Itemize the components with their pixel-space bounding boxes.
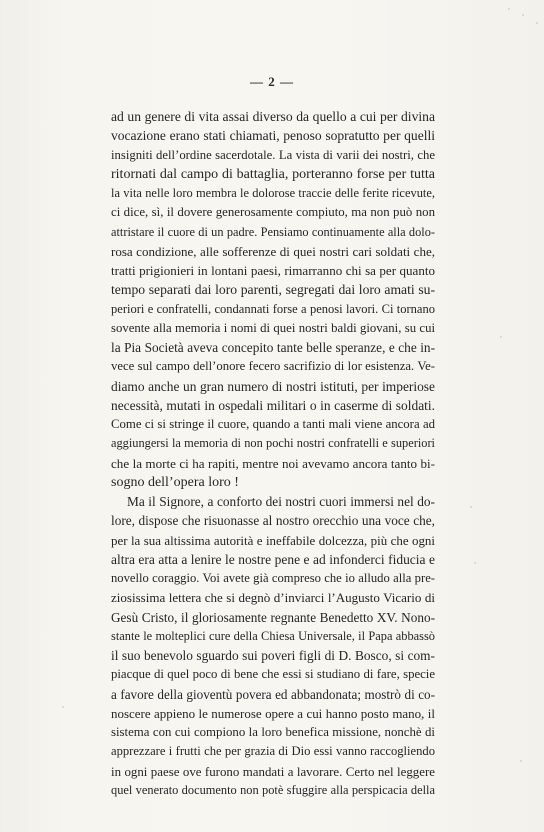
- text-line: novello coraggio. Voi avete già compreso che io alludo alla pre-: [111, 571, 435, 585]
- text-line: tempo separati dai loro parenti, segregati dai loro amati su-: [111, 282, 435, 298]
- text-line: noscere appieno le numerose opere a cui hanno posto mano, il: [111, 705, 435, 721]
- text-line: aggiungersi la memoria di non pochi nostri confratelli e superiori: [111, 436, 435, 451]
- text-line: apprezzare i frutti che per grazia di Dio essi vanno raccogliendo: [111, 744, 435, 759]
- scan-speckle: [474, 562, 476, 564]
- text-line: che la morte ci ha rapiti, mentre noi avevamo ancora tanto bi-: [111, 455, 435, 471]
- text-line: vece sul campo dell’onore fecero sacrifizio di lor esistenza. Ve-: [111, 359, 435, 374]
- scan-speckle: [500, 336, 502, 338]
- text-line: Ma il Signore, a conforto dei nostri cuori immersi nel do-: [127, 494, 435, 509]
- scan-speckle: [536, 22, 538, 24]
- text-line: Gesù Cristo, il gloriosamente regnante Benedetto XV. Nono-: [111, 609, 435, 625]
- text-line: sistema con cui compiono la loro benefica missione, nonchè di: [111, 725, 435, 739]
- text-line: tratti prigionieri in lontani paesi, rimarranno chi sa per quanto: [111, 263, 435, 278]
- text-line: lore, dispose che risuonasse al nostro orecchio una voce che,: [111, 513, 435, 529]
- text-line: a favore della gioventù povera ed abbandonata; mostrò di co-: [111, 686, 435, 702]
- text-line: vocazione erano stati chiamati, penoso sopratutto per quelli: [111, 128, 435, 144]
- text-line: la vita nelle loro membra le dolorose traccie delle ferite ricevute,: [111, 186, 435, 200]
- text-line: necessità, mutati in ospedali militari o in caserme di soldati.: [111, 397, 435, 413]
- text-line: ci dice, sì, il dovere generosamente compiuto, ma non può non: [111, 205, 435, 220]
- text-line: insigniti dell’ordine sacerdotale. La vista di varii dei nostri, che: [111, 147, 435, 162]
- text-line: altra era atta a lenire le nostre pene e ad infonderci fiducia e: [111, 551, 435, 567]
- text-line: la Pia Società aveva concepito tante belle speranze, e che in-: [111, 340, 435, 355]
- scan-speckle: [508, 8, 510, 10]
- text-line: Come ci si stringe il cuore, quando a tanti mali viene ancora ad: [111, 417, 435, 431]
- scan-speckle: [522, 14, 524, 16]
- scan-speckle: [520, 760, 522, 762]
- text-line: sovente alla memoria i nomi di quei nostri baldi giovani, su cui: [111, 320, 435, 335]
- text-line: stante le molteplici cure della Chiesa Universale, il Papa abbassò: [111, 628, 435, 643]
- text-line: ritornati dal campo di battaglia, porteranno forse per tutta: [111, 166, 435, 182]
- text-line: quel venerato documento non potè sfuggire alla perspicacia della: [111, 782, 435, 797]
- body-text: [111, 107, 435, 800]
- text-line: in ogni paese ove furono mandati a lavorare. Certo nel leggere: [111, 763, 435, 779]
- text-line: per la sua altissima autorità e ineffabile dolcezza, più che ogni: [111, 532, 435, 548]
- text-line: attristare il cuore di un padre. Pensiamo continuamente alla dolo-: [111, 224, 435, 239]
- scan-speckle: [470, 506, 472, 508]
- text-line: sogno dell’opera loro !: [111, 474, 239, 490]
- text-line: il suo benevolo sguardo sui poveri figli di D. Bosco, si com-: [111, 648, 435, 663]
- text-line: ad un genere di vita assai diverso da quello a cui per divina: [111, 109, 435, 124]
- scan-speckle: [62, 706, 64, 708]
- page-number: — 2 —: [250, 74, 294, 89]
- text-line: ziosissima lettera che si degnò d’inviarci l’Augusto Vicario di: [111, 590, 435, 606]
- text-line: diamo anche un gran numero di nostri istituti, per imperiose: [111, 378, 435, 394]
- text-line: rosa condizione, alle sofferenze di quei nostri cari soldati che,: [111, 243, 435, 259]
- text-line: periori e confratelli, condannati forse a penosi lavori. Ci tornano: [111, 301, 435, 316]
- text-line: piacque di quel poco di bene che essi si studiano di fare, specie: [111, 667, 435, 682]
